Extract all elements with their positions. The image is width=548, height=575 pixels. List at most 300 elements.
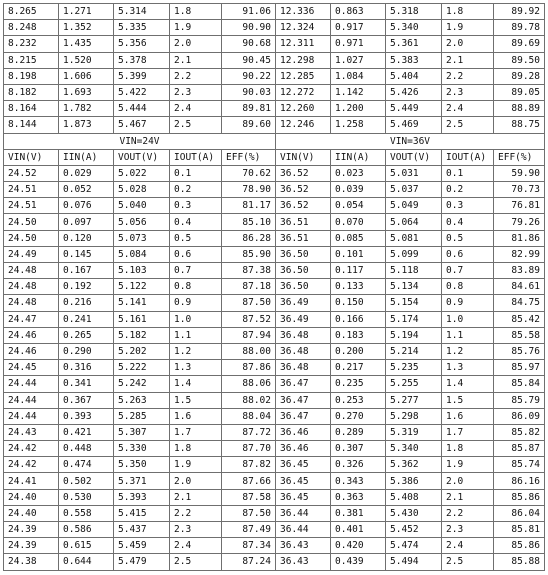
table-cell: 5.118: [386, 263, 442, 279]
table-row: [4, 165, 545, 181]
table-row: [4, 424, 545, 440]
table-cell: 85.58: [494, 327, 545, 343]
table-cell: 2.0: [170, 36, 222, 52]
table-cell: 5.479: [114, 554, 170, 570]
table-cell: 0.341: [59, 376, 114, 392]
table-cell: 36.45: [276, 473, 331, 489]
table-cell: 0.039: [331, 182, 386, 198]
table-cell: 85.84: [494, 376, 545, 392]
table-cell: 8.265: [4, 4, 59, 20]
table-cell: 87.86: [222, 360, 276, 376]
table-cell: 1.6: [170, 408, 222, 424]
table-cell: 86.09: [494, 408, 545, 424]
table-cell: 85.90: [222, 246, 276, 262]
table-cell: 5.285: [114, 408, 170, 424]
table-cell: 87.34: [222, 538, 276, 554]
column-header: IOUT(A): [442, 149, 494, 165]
table-row: [4, 505, 545, 521]
table-cell: 0.363: [331, 489, 386, 505]
table-cell: 5.049: [386, 198, 442, 214]
table-cell: 87.49: [222, 522, 276, 538]
table-cell: 1.9: [170, 20, 222, 36]
table-row: [4, 20, 545, 36]
table-cell: 89.78: [494, 20, 545, 36]
table-row: [4, 84, 545, 100]
table-cell: 0.133: [331, 279, 386, 295]
table-row: [4, 360, 545, 376]
table-cell: 1.7: [170, 424, 222, 440]
table-cell: 8.215: [4, 52, 59, 68]
table-cell: 0.216: [59, 295, 114, 311]
table-cell: 5.141: [114, 295, 170, 311]
table-cell: 5.182: [114, 327, 170, 343]
table-cell: 89.60: [222, 117, 276, 133]
table-cell: 0.054: [331, 198, 386, 214]
table-cell: 5.408: [386, 489, 442, 505]
table-cell: 1.1: [442, 327, 494, 343]
table-cell: 1.1: [170, 327, 222, 343]
table-cell: 5.371: [114, 473, 170, 489]
table-cell: 24.42: [4, 441, 59, 457]
table-cell: 24.39: [4, 538, 59, 554]
table-cell: 36.43: [276, 538, 331, 554]
table-row: [4, 554, 545, 570]
table-cell: 0.420: [331, 538, 386, 554]
table-cell: 87.70: [222, 441, 276, 457]
table-cell: 89.05: [494, 84, 545, 100]
table-cell: 87.94: [222, 327, 276, 343]
table-cell: 5.319: [386, 424, 442, 440]
table-cell: 0.3: [170, 198, 222, 214]
table-cell: 5.330: [114, 441, 170, 457]
table-row: [4, 538, 545, 554]
table-cell: 8.182: [4, 84, 59, 100]
table-cell: 2.2: [442, 505, 494, 521]
table-cell: 5.350: [114, 457, 170, 473]
column-header: EFF(%): [222, 149, 276, 165]
table-cell: 2.5: [170, 554, 222, 570]
table-row: [4, 230, 545, 246]
table-cell: 5.467: [114, 117, 170, 133]
table-cell: 91.06: [222, 4, 276, 20]
table-cell: 36.44: [276, 522, 331, 538]
table-cell: 79.26: [494, 214, 545, 230]
table-cell: 24.50: [4, 230, 59, 246]
table-cell: 8.232: [4, 36, 59, 52]
table-cell: 36.52: [276, 182, 331, 198]
table-cell: 36.52: [276, 165, 331, 181]
table-cell: 24.43: [4, 424, 59, 440]
table-cell: 81.86: [494, 230, 545, 246]
table-cell: 36.48: [276, 327, 331, 343]
table-cell: 5.474: [386, 538, 442, 554]
table-row: [4, 489, 545, 505]
table-cell: 24.44: [4, 376, 59, 392]
table-cell: 0.166: [331, 311, 386, 327]
table-cell: 89.81: [222, 101, 276, 117]
table-cell: 0.117: [331, 263, 386, 279]
table-cell: 5.122: [114, 279, 170, 295]
table-cell: 1.8: [442, 4, 494, 20]
table-cell: 0.101: [331, 246, 386, 262]
table-row: [4, 473, 545, 489]
table-cell: 0.5: [170, 230, 222, 246]
table-cell: 88.75: [494, 117, 545, 133]
table-cell: 0.421: [59, 424, 114, 440]
table-cell: 82.99: [494, 246, 545, 262]
table-cell: 1.5: [442, 392, 494, 408]
table-cell: 24.51: [4, 198, 59, 214]
table-cell: 5.081: [386, 230, 442, 246]
table-cell: 1.142: [331, 84, 386, 100]
table-row: [4, 68, 545, 84]
table-cell: 0.448: [59, 441, 114, 457]
table-cell: 2.3: [442, 84, 494, 100]
table-cell: 0.343: [331, 473, 386, 489]
table-cell: 5.314: [114, 4, 170, 20]
table-cell: 0.2: [170, 182, 222, 198]
table-cell: 0.290: [59, 343, 114, 359]
table-row: [4, 214, 545, 230]
table-cell: 86.04: [494, 505, 545, 521]
table-cell: 2.2: [170, 505, 222, 521]
table-cell: 24.51: [4, 182, 59, 198]
column-header: VOUT(V): [386, 149, 442, 165]
table-row: [4, 522, 545, 538]
table-cell: 36.51: [276, 214, 331, 230]
table-cell: 1.258: [331, 117, 386, 133]
table-cell: 89.28: [494, 68, 545, 84]
column-header: VIN(V): [276, 149, 331, 165]
column-header: IIN(A): [59, 149, 114, 165]
table-cell: 0.502: [59, 473, 114, 489]
table-cell: 85.82: [494, 424, 545, 440]
column-header: IIN(A): [331, 149, 386, 165]
table-cell: 84.75: [494, 295, 545, 311]
table-cell: 0.1: [170, 165, 222, 181]
column-header: VOUT(V): [114, 149, 170, 165]
table-cell: 5.073: [114, 230, 170, 246]
table-cell: 5.378: [114, 52, 170, 68]
table-cell: 24.39: [4, 522, 59, 538]
table-cell: 12.246: [276, 117, 331, 133]
table-cell: 87.50: [222, 505, 276, 521]
table-cell: 2.1: [170, 489, 222, 505]
table-row: [4, 392, 545, 408]
table-cell: 5.494: [386, 554, 442, 570]
table-cell: 0.070: [331, 214, 386, 230]
table-cell: 85.87: [494, 441, 545, 457]
table-cell: 2.2: [170, 68, 222, 84]
table-cell: 0.076: [59, 198, 114, 214]
table-cell: 1.7: [442, 424, 494, 440]
table-cell: 2.4: [170, 101, 222, 117]
table-cell: 36.47: [276, 392, 331, 408]
table-cell: 36.45: [276, 457, 331, 473]
table-cell: 2.5: [442, 117, 494, 133]
table-cell: 5.174: [386, 311, 442, 327]
table-cell: 87.58: [222, 489, 276, 505]
table-cell: 0.265: [59, 327, 114, 343]
table-cell: 2.4: [170, 538, 222, 554]
table-cell: 24.42: [4, 457, 59, 473]
table-row: [4, 295, 545, 311]
table-cell: 5.415: [114, 505, 170, 521]
table-cell: 36.44: [276, 505, 331, 521]
table-cell: 0.401: [331, 522, 386, 538]
table-cell: 0.270: [331, 408, 386, 424]
table-cell: 5.437: [114, 522, 170, 538]
table-cell: 5.361: [386, 36, 442, 52]
table-cell: 0.1: [442, 165, 494, 181]
table-cell: 1.8: [170, 4, 222, 20]
table-cell: 0.917: [331, 20, 386, 36]
table-cell: 8.198: [4, 68, 59, 84]
table-cell: 5.154: [386, 295, 442, 311]
table-cell: 36.45: [276, 489, 331, 505]
table-cell: 5.194: [386, 327, 442, 343]
table-cell: 5.064: [386, 214, 442, 230]
table-cell: 89.69: [494, 36, 545, 52]
table-cell: 0.393: [59, 408, 114, 424]
table-cell: 5.214: [386, 343, 442, 359]
table-cell: 1.8: [442, 441, 494, 457]
table-cell: 0.6: [442, 246, 494, 262]
table-cell: 87.38: [222, 263, 276, 279]
table-row: [4, 343, 545, 359]
table-cell: 12.311: [276, 36, 331, 52]
table-cell: 0.4: [442, 214, 494, 230]
table-cell: 0.145: [59, 246, 114, 262]
table-cell: 8.164: [4, 101, 59, 117]
table-cell: 1.693: [59, 84, 114, 100]
table-cell: 88.02: [222, 392, 276, 408]
table-cell: 0.971: [331, 36, 386, 52]
column-header: EFF(%): [494, 149, 545, 165]
table-cell: 24.45: [4, 360, 59, 376]
table-cell: 0.253: [331, 392, 386, 408]
table-cell: 0.167: [59, 263, 114, 279]
table-cell: 85.88: [494, 554, 545, 570]
table-cell: 1.4: [170, 376, 222, 392]
table-cell: 5.459: [114, 538, 170, 554]
table-cell: 0.316: [59, 360, 114, 376]
table-cell: 5.383: [386, 52, 442, 68]
table-cell: 0.586: [59, 522, 114, 538]
table-cell: 76.81: [494, 198, 545, 214]
table-cell: 2.3: [170, 84, 222, 100]
table-cell: 0.558: [59, 505, 114, 521]
table-cell: 5.307: [114, 424, 170, 440]
table-cell: 1.5: [170, 392, 222, 408]
table-cell: 0.3: [442, 198, 494, 214]
continued-rows: [4, 4, 545, 134]
table-cell: 2.5: [170, 117, 222, 133]
table-cell: 86.16: [494, 473, 545, 489]
table-cell: 5.056: [114, 214, 170, 230]
table-cell: 0.217: [331, 360, 386, 376]
table-cell: 5.255: [386, 376, 442, 392]
table-row: [4, 441, 545, 457]
table-cell: 24.44: [4, 392, 59, 408]
table-cell: 24.49: [4, 246, 59, 262]
table-cell: 78.90: [222, 182, 276, 198]
table-cell: 0.8: [442, 279, 494, 295]
table-cell: 90.68: [222, 36, 276, 52]
table-cell: 0.289: [331, 424, 386, 440]
table-row: [4, 311, 545, 327]
table-cell: 36.51: [276, 230, 331, 246]
table-cell: 87.24: [222, 554, 276, 570]
table-cell: 0.6: [170, 246, 222, 262]
table-cell: 2.2: [442, 68, 494, 84]
table-cell: 0.474: [59, 457, 114, 473]
table-cell: 0.9: [442, 295, 494, 311]
table-cell: 87.50: [222, 295, 276, 311]
table-cell: 5.404: [386, 68, 442, 84]
table-cell: 36.50: [276, 263, 331, 279]
table-cell: 0.644: [59, 554, 114, 570]
table-cell: 5.022: [114, 165, 170, 181]
table-cell: 36.47: [276, 376, 331, 392]
table-cell: 1.606: [59, 68, 114, 84]
table-row: [4, 263, 545, 279]
table-cell: 86.28: [222, 230, 276, 246]
table-cell: 1.782: [59, 101, 114, 117]
table-cell: 5.298: [386, 408, 442, 424]
table-cell: 1.0: [442, 311, 494, 327]
table-cell: 24.44: [4, 408, 59, 424]
table-row: [4, 52, 545, 68]
table-cell: 5.031: [386, 165, 442, 181]
table-cell: 12.285: [276, 68, 331, 84]
table-cell: 24.38: [4, 554, 59, 570]
table-cell: 90.45: [222, 52, 276, 68]
table-cell: 90.22: [222, 68, 276, 84]
table-cell: 5.444: [114, 101, 170, 117]
table-cell: 0.241: [59, 311, 114, 327]
section-title-row: [4, 133, 545, 149]
table-row: [4, 198, 545, 214]
table-cell: 5.084: [114, 246, 170, 262]
table-cell: 88.06: [222, 376, 276, 392]
table-cell: 2.4: [442, 538, 494, 554]
table-cell: 81.17: [222, 198, 276, 214]
table-row: [4, 36, 545, 52]
table-cell: 85.74: [494, 457, 545, 473]
table-cell: 5.430: [386, 505, 442, 521]
column-header-row: [4, 149, 545, 165]
table-cell: 1.0: [170, 311, 222, 327]
table-cell: 5.037: [386, 182, 442, 198]
table-row: [4, 101, 545, 117]
table-cell: 1.3: [170, 360, 222, 376]
table-cell: 85.86: [494, 489, 545, 505]
table-cell: 1.271: [59, 4, 114, 20]
table-cell: 5.362: [386, 457, 442, 473]
table-cell: 5.449: [386, 101, 442, 117]
table-cell: 85.10: [222, 214, 276, 230]
table-cell: 70.73: [494, 182, 545, 198]
table-cell: 1.873: [59, 117, 114, 133]
section-title-vin-36v: VIN=36V: [276, 133, 545, 149]
table-cell: 5.399: [114, 68, 170, 84]
table-cell: 5.469: [386, 117, 442, 133]
table-row: [4, 327, 545, 343]
table-cell: 12.324: [276, 20, 331, 36]
table-cell: 36.46: [276, 441, 331, 457]
table-cell: 8.144: [4, 117, 59, 133]
table-cell: 2.1: [442, 489, 494, 505]
table-cell: 5.452: [386, 522, 442, 538]
table-cell: 5.386: [386, 473, 442, 489]
table-cell: 24.46: [4, 343, 59, 359]
table-cell: 36.43: [276, 554, 331, 570]
table-cell: 0.381: [331, 505, 386, 521]
table-cell: 1.435: [59, 36, 114, 52]
table-cell: 5.340: [386, 441, 442, 457]
table-row: [4, 246, 545, 262]
table-cell: 1.6: [442, 408, 494, 424]
table-cell: 8.248: [4, 20, 59, 36]
table-cell: 0.326: [331, 457, 386, 473]
table-cell: 0.097: [59, 214, 114, 230]
table-cell: 90.90: [222, 20, 276, 36]
table-cell: 36.49: [276, 311, 331, 327]
table-cell: 24.48: [4, 295, 59, 311]
table-cell: 0.530: [59, 489, 114, 505]
table-cell: 0.120: [59, 230, 114, 246]
table-row: [4, 117, 545, 133]
table-cell: 5.040: [114, 198, 170, 214]
table-cell: 0.307: [331, 441, 386, 457]
table-cell: 2.0: [170, 473, 222, 489]
table-cell: 0.085: [331, 230, 386, 246]
table-cell: 85.79: [494, 392, 545, 408]
table-cell: 1.8: [170, 441, 222, 457]
table-cell: 5.393: [114, 489, 170, 505]
table-cell: 85.76: [494, 343, 545, 359]
table-cell: 36.47: [276, 408, 331, 424]
table-cell: 83.89: [494, 263, 545, 279]
table-cell: 88.00: [222, 343, 276, 359]
table-cell: 5.235: [386, 360, 442, 376]
table-cell: 0.2: [442, 182, 494, 198]
table-cell: 84.61: [494, 279, 545, 295]
table-cell: 0.439: [331, 554, 386, 570]
table-cell: 0.7: [170, 263, 222, 279]
table-cell: 2.0: [442, 473, 494, 489]
table-cell: 36.52: [276, 198, 331, 214]
table-cell: 2.4: [442, 101, 494, 117]
table-cell: 2.0: [442, 36, 494, 52]
table-cell: 36.50: [276, 246, 331, 262]
table-cell: 5.028: [114, 182, 170, 198]
table-cell: 5.277: [386, 392, 442, 408]
section-header: [4, 133, 545, 165]
table-cell: 5.134: [386, 279, 442, 295]
table-cell: 85.97: [494, 360, 545, 376]
table-cell: 24.41: [4, 473, 59, 489]
table-cell: 0.4: [170, 214, 222, 230]
table-cell: 0.023: [331, 165, 386, 181]
table-cell: 88.04: [222, 408, 276, 424]
table-row: [4, 457, 545, 473]
table-cell: 1.2: [442, 343, 494, 359]
table-cell: 24.40: [4, 505, 59, 521]
table-cell: 59.90: [494, 165, 545, 181]
table-cell: 5.318: [386, 4, 442, 20]
